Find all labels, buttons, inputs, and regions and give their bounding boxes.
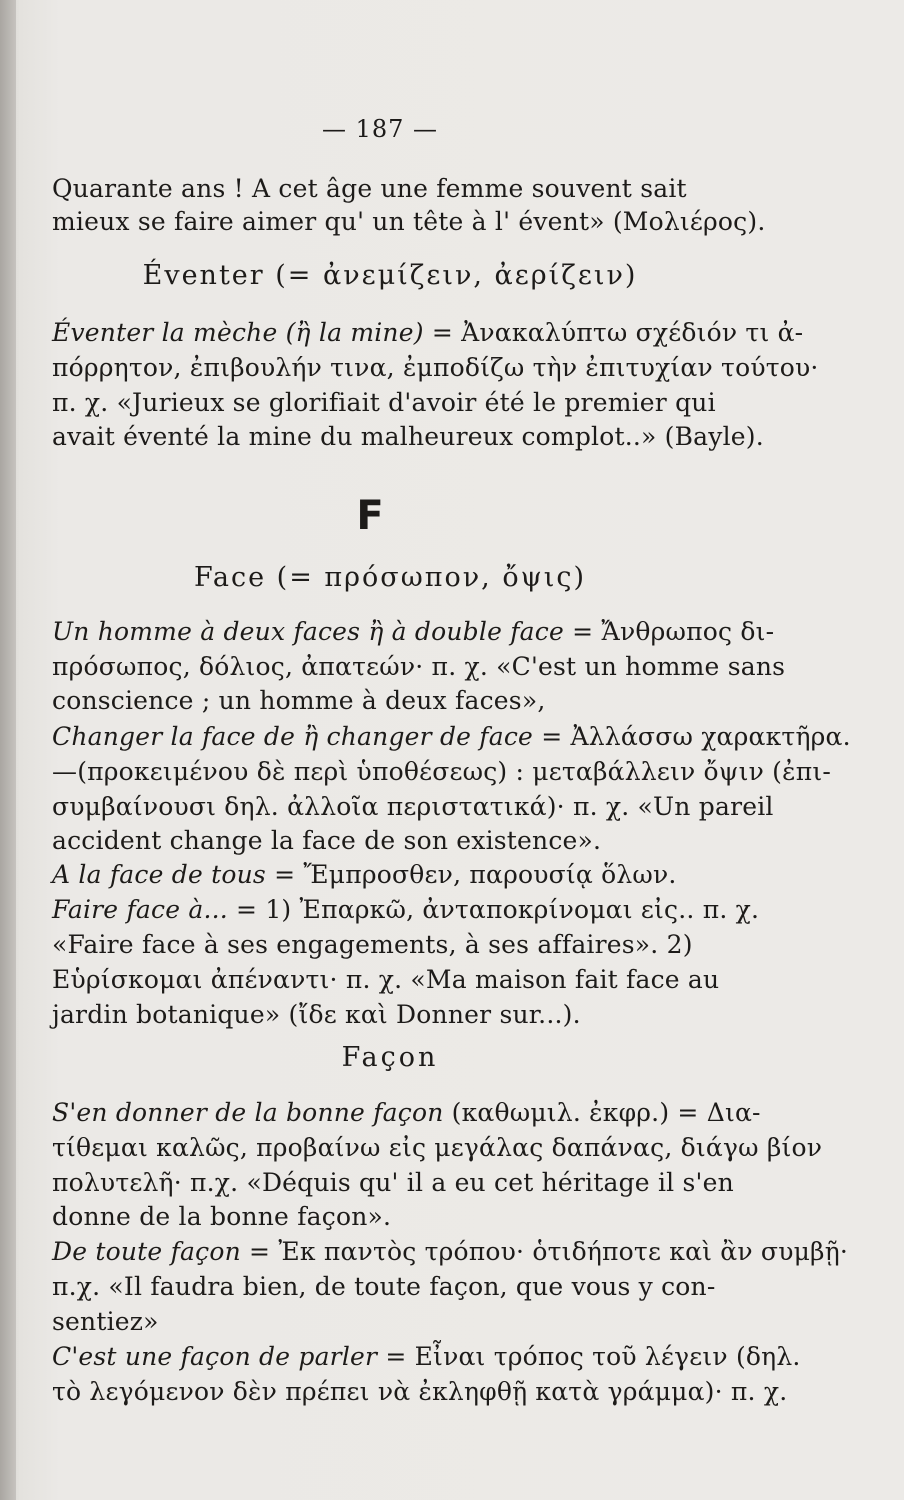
entry-phrase: Changer la face de ἢ changer de face [52,722,534,751]
text-line: donne de la bonne façon». [52,1202,392,1231]
text-line [52,858,852,892]
text-line: τίθεμαι καλῶς, προβαίνω εἰς μεγάλας δαπάνας, διάγω βίον [52,1133,823,1162]
entry-phrase: De toute façon [52,1237,241,1266]
text-line [52,316,852,350]
text-line: «Faire face à ses engagements, à ses affaires». 2) [52,930,693,959]
entry-phrase: A la face de tous [52,860,266,889]
entry-phrase: Éventer la mèche (ἢ la mine) [52,318,424,347]
text-line: conscience ; un homme à deux faces», [52,686,546,715]
entry-definition: = Ἀλλάσσω χαρακτῆρα. [533,722,851,751]
entry-definition: = Εἶναι τρόπος τοῦ λέγειν (δηλ. [377,1342,801,1371]
page-number: — 187 — [321,115,439,143]
entry-definition: = Ἔμπροσθεν, παρουσίᾳ ὅλων. [265,860,677,889]
text-line: πόρρητον, ἐπιβουλήν τινα, ἐμποδίζω τὴν ἐπιτυχίαν τούτου· [52,353,819,382]
text-line: —(προκειμένου δὲ περὶ ὑποθέσεως) : μεταβάλλειν ὄψιν (ἐπι- [52,757,831,786]
text-line [52,720,852,754]
section-letter: F [356,493,384,539]
text-line: jardin botanique» (ἴδε καὶ Donner sur...). [52,1000,581,1029]
text-line [52,615,852,649]
text-line [52,1340,852,1374]
entry-definition: = 1) Ἐπαρκῶ, ἀνταποκρίνομαι εἰς.. π. χ. [227,895,760,924]
text-line [52,1235,852,1269]
text-line: π.χ. «Il faudra bien, de toute façon, que vous y con- [52,1272,716,1301]
text-line: π. χ. «Jurieux se glorifiait d'avoir été le premier qui [52,388,716,417]
text-line: συμβαίνουσι δηλ. ἀλλοῖα περιστατικά)· π. χ. «Un pareil [52,792,774,821]
entry-phrase: Un homme à deux faces ἢ à double face [52,617,564,646]
text-line: Quarante ans ! A cet âge une femme souvent sait [52,174,687,203]
text-line: πολυτελῆ· π.χ. «Déquis qu' il a eu cet héritage il s'en [52,1168,734,1197]
text-line: πρόσωπος, δόλιος, ἀπατεών· π. χ. «C'est un homme sans [52,652,786,681]
text-line: accident change la face de son existence». [52,826,602,855]
entry-heading-facon: Façon [341,1042,439,1073]
entry-definition: = Ἄνθρωπος δι- [563,617,775,646]
text-line: τὸ λεγόμενον δὲν πρέπει νὰ ἐκληφθῇ κατὰ γράμμα)· π. χ. [52,1377,788,1406]
entry-heading-face: Face (= πρόσωπον, ὄψις) [194,562,586,593]
entry-definition: = Ἀνακαλύπτω σχέδιόν τι ἀ- [423,318,804,347]
text-line: avait éventé la mine du malheureux complot..» (Bayle). [52,422,764,451]
text-line: mieux se faire aimer qu' un tête à l' évent» (Μολιέρος). [52,207,766,236]
text-line: Εὑρίσκομαι ἀπέναντι· π. χ. «Ma maison fait face au [52,965,720,994]
text-line [52,893,852,927]
entry-phrase: C'est une façon de parler [52,1342,378,1371]
entry-phrase: Faire face à... [52,895,228,924]
text-line: sentiez» [52,1307,159,1336]
page-gutter [0,0,16,1500]
entry-heading-eventer: Éventer (= ἀνεμίζειν, ἀερίζειν) [142,260,638,291]
entry-definition: = Ἐκ παντὸς τρόπου· ὁτιδήποτε καὶ ἂν συμβῇ· [240,1237,849,1266]
entry-phrase: S'en donner de la bonne façon [52,1098,444,1127]
text-line [52,1096,852,1130]
entry-definition: (καθωμιλ. ἐκφρ.) = Δια- [443,1098,761,1127]
